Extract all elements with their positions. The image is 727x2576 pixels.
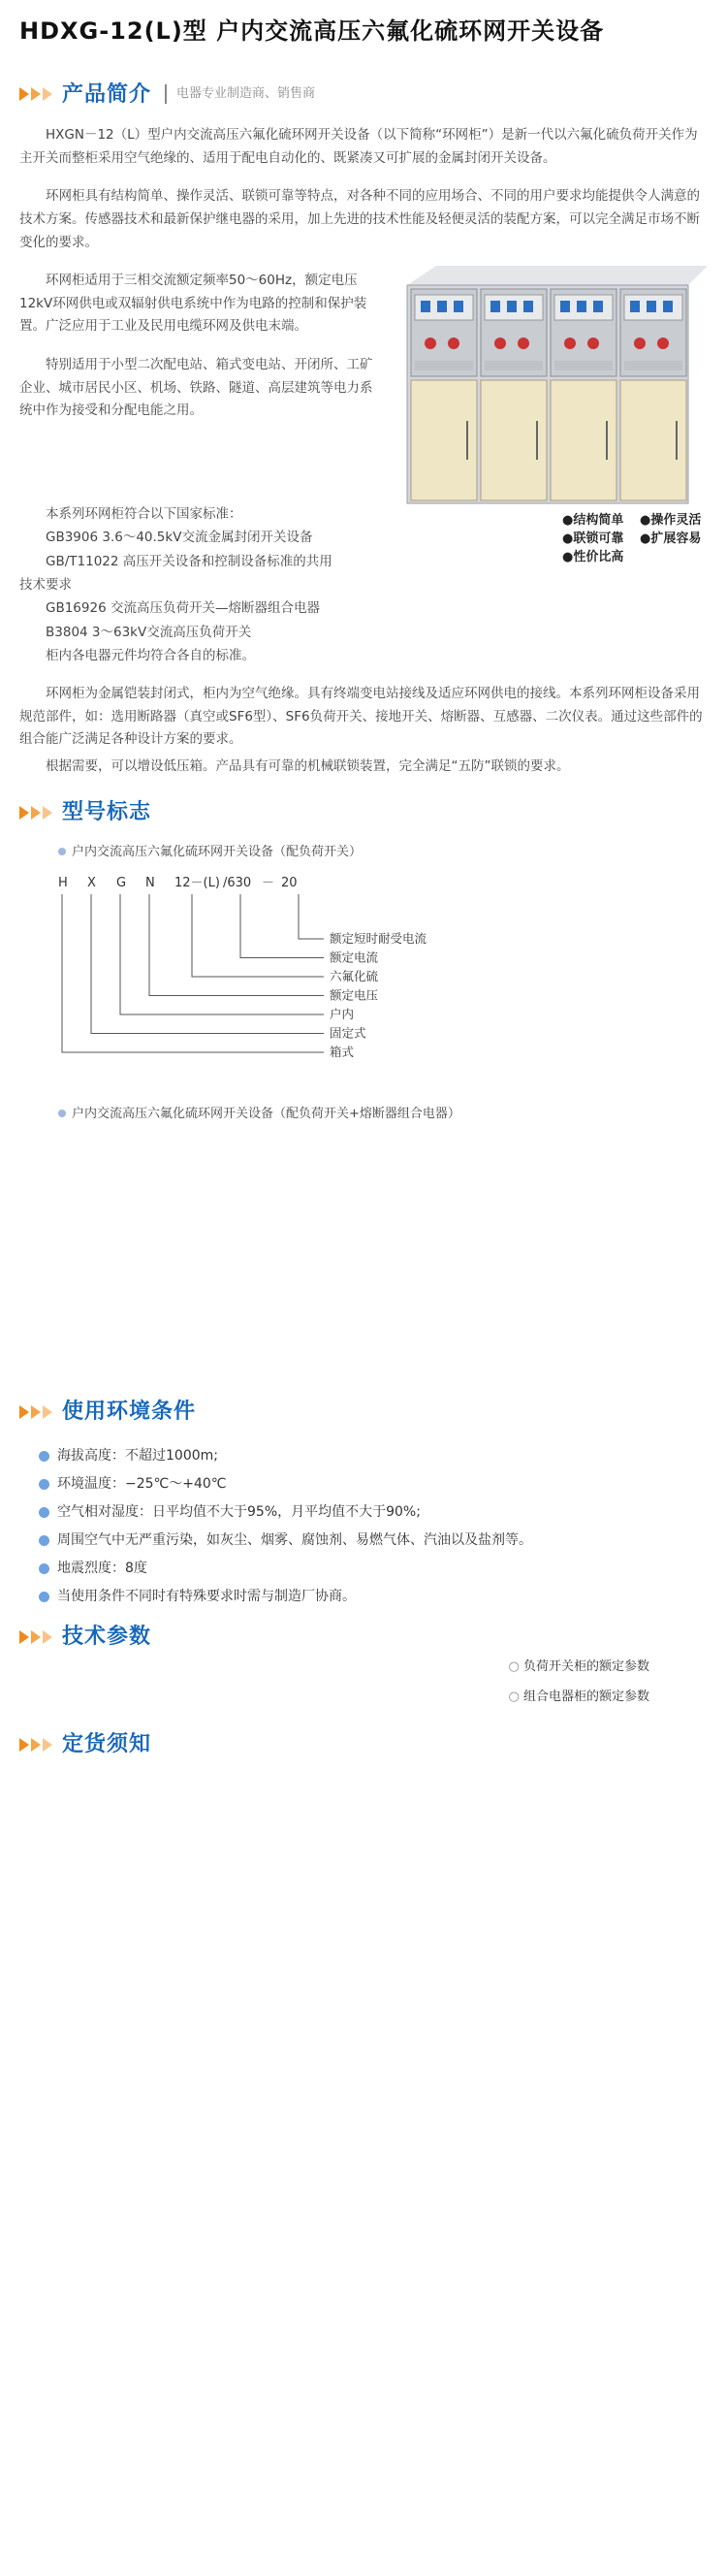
intro-subheading: 电器专业制造商、销售商 bbox=[165, 84, 315, 104]
model-label: 户内 bbox=[330, 1007, 355, 1022]
tech-section-header bbox=[19, 1621, 708, 1654]
arrows-icon bbox=[19, 87, 54, 101]
switchgear-cabinet-image bbox=[397, 266, 708, 508]
feature-4: ●扩展容易 bbox=[640, 531, 702, 546]
model-heading: 型号标志 bbox=[62, 800, 152, 825]
model-caption-1 bbox=[58, 843, 708, 862]
env-item: 地震烈度：8度 bbox=[39, 1555, 708, 1583]
model-connector-line bbox=[120, 894, 324, 1014]
arrows-icon bbox=[19, 1405, 54, 1419]
intro-paragraph-2: 环网柜具有结构简单、操作灵活、联锁可靠等特点，对各种不同的应用场合、不同的用户要求均能提供令人满意的技术方案。传感器技术和最新保护继电器的采用，加上先进的技术性能及轻便灵活的装配方案，可以完全满足市场不断变化的要求。 bbox=[19, 188, 700, 250]
env-item: 空气相对湿度：日平均值不大于95%，月平均值不大于90%; bbox=[39, 1498, 708, 1527]
order-heading: 定货须知 bbox=[62, 1732, 152, 1757]
model-code-part: X bbox=[87, 876, 96, 891]
intro-heading: 产品简介 bbox=[62, 81, 152, 107]
intro-paragraph-5: 环网柜为金属铠装封闭式，柜内为空气绝缘。具有终端变电站接线及适应环网供电的接线。本系列环网柜设备采用规范部件，如：选用断路器（真空或SF6型）、SF6负荷开关、接地开关、熔断器、互感器、二次仪表。通过这些部件的组合能广泛满足各种设计方案的要求。 bbox=[19, 686, 703, 748]
model-label: 箱式 bbox=[330, 1045, 355, 1060]
model-connector-line bbox=[91, 894, 324, 1034]
model-connector-line bbox=[62, 894, 324, 1052]
bullet-icon bbox=[58, 1110, 66, 1117]
standards-line: 本系列环网柜符合以下国家标准： bbox=[46, 506, 242, 523]
bullet-icon bbox=[39, 1535, 49, 1546]
model-caption-2 bbox=[58, 1105, 708, 1124]
bullet-icon bbox=[39, 1507, 49, 1518]
env-list bbox=[39, 1442, 708, 1611]
model-connector-line bbox=[299, 894, 324, 939]
bullet-icon bbox=[39, 1563, 49, 1574]
standards-line: 柜内各电器元件均符合各自的标准。 bbox=[46, 647, 255, 663]
env-heading: 使用环境条件 bbox=[62, 1400, 197, 1425]
bullet-icon bbox=[39, 1592, 49, 1602]
intro-paragraph-1: HXGN－12（L）型户内交流高压六氟化硫环网开关设备（以下简称“环网柜”）是新一代以六氟化硫负荷开关作为主开关而整柜采用空气绝缘的、适用于配电自动化的、既紧凑又可扩展的金属封闭开关设备。 bbox=[19, 127, 698, 166]
model-code-part: H bbox=[58, 876, 68, 891]
env-item: 海拔高度：不超过1000m; bbox=[39, 1442, 708, 1470]
feature-5: ●性价比高 bbox=[562, 549, 624, 564]
feature-1: ●结构简单 bbox=[562, 513, 624, 529]
model-label: 额定电流 bbox=[330, 950, 379, 965]
env-section-header bbox=[19, 1396, 708, 1429]
model-section-header bbox=[19, 796, 708, 829]
env-item: 当使用条件不同时有特殊要求时需与制造厂协商。 bbox=[39, 1583, 708, 1611]
model-connector-line bbox=[192, 894, 324, 977]
model-code-diagram-1 bbox=[19, 867, 708, 1090]
standards-line: GB3906 3.6～40.5kV交流金属封闭开关设备 bbox=[46, 530, 313, 546]
intro-paragraph-4: 特别适用于小型二次配电站、箱式变电站、开闭所、工矿企业、城市居民小区、机场、铁路、隧道、高层建筑等电力系统中作为接受和分配电能之用。 bbox=[19, 357, 373, 419]
model-code-part: 20 bbox=[281, 876, 298, 891]
feature-list bbox=[562, 512, 727, 567]
arrows-icon bbox=[19, 1738, 54, 1752]
intro-section-header bbox=[19, 78, 708, 111]
order-section-header bbox=[19, 1728, 708, 1761]
model-caption-2-text: 户内交流高压六氟化硫环网开关设备（配负荷开关+熔断器组合电器） bbox=[72, 1106, 460, 1121]
intro-paragraph-3: 环网柜适用于三相交流额定频率50～60Hz，额定电压12kV环网供电或双辐射供电系统中作为电路的控制和保护装置。广泛应用于工业及民用电缆环网及供电末端。 bbox=[19, 273, 367, 335]
model-code-part: 12－(L) bbox=[174, 876, 220, 891]
standards-list bbox=[19, 502, 378, 667]
arrows-icon bbox=[19, 1630, 54, 1644]
bullet-icon bbox=[58, 848, 66, 855]
model-connector-line bbox=[149, 894, 324, 996]
page-title: HDXG-12(L)型 户内交流高压六氟化硫环网开关设备 bbox=[19, 17, 605, 45]
model-caption-1-text: 户内交流高压六氟化硫环网开关设备（配负荷开关） bbox=[72, 844, 363, 859]
bullet-icon bbox=[39, 1451, 49, 1462]
model-label: 固定式 bbox=[330, 1025, 366, 1041]
model-connector-line bbox=[240, 894, 324, 958]
standards-line: GB16926 交流高压负荷开关—熔断器组合电器 bbox=[46, 600, 320, 617]
model-code-diagram-2 bbox=[19, 1129, 708, 1371]
model-label: 额定电压 bbox=[330, 987, 379, 1003]
bullet-icon bbox=[39, 1479, 49, 1490]
standards-line: GB/T11022 高压开关设备和控制设备标准的共用 bbox=[46, 553, 332, 569]
standards-line: B3804 3～63kV交流高压负荷开关 bbox=[46, 624, 252, 640]
model-code-part: － bbox=[262, 876, 275, 891]
model-code-part: N bbox=[145, 876, 155, 891]
table2-title: ○ 组合电器柜的额定参数 bbox=[508, 1690, 649, 1705]
intro-paragraph-6: 根据需要，可以增设低压箱。产品具有可靠的机械联锁装置，完全满足“五防”联锁的要求。 bbox=[46, 758, 570, 775]
env-item: 周围空气中无严重污染，如灰尘、烟雾、腐蚀剂、易燃气体、汽油以及盐剂等。 bbox=[39, 1527, 708, 1555]
standards-line: 技术要求 bbox=[19, 577, 72, 594]
feature-2: ●操作灵活 bbox=[640, 513, 702, 529]
env-item: 环境温度：−25℃～+40℃ bbox=[39, 1470, 708, 1498]
model-code-part: G bbox=[116, 876, 127, 891]
model-label: 六氟化硫 bbox=[330, 969, 379, 984]
model-label: 额定短时耐受电流 bbox=[330, 931, 427, 947]
model-code-part: /630 bbox=[223, 876, 252, 891]
table1-title: ○ 负荷开关柜的额定参数 bbox=[508, 1658, 649, 1674]
feature-3: ●联锁可靠 bbox=[562, 531, 624, 546]
tech-heading: 技术参数 bbox=[62, 1625, 152, 1650]
arrows-icon bbox=[19, 806, 54, 820]
